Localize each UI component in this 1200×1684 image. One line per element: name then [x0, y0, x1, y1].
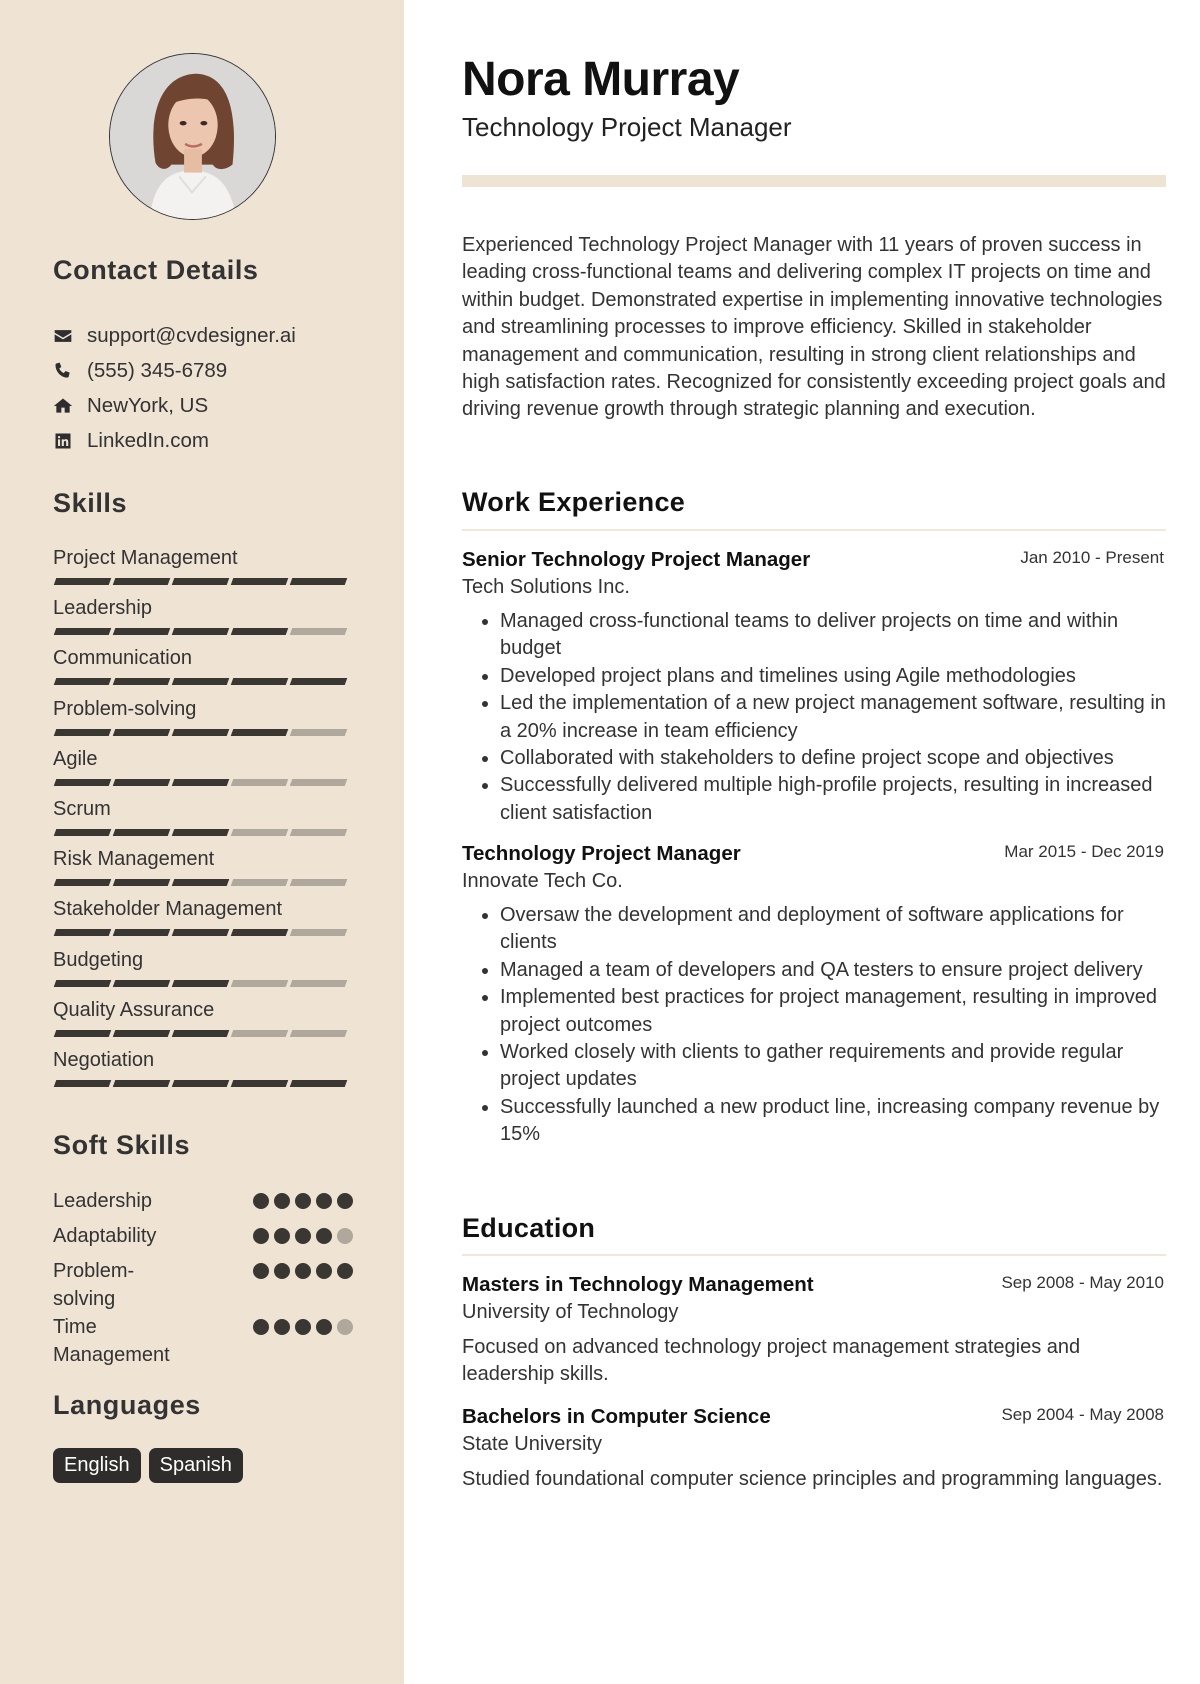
soft-skill-level-dots: [253, 1222, 353, 1244]
phone-icon: [53, 361, 73, 381]
level-dot: [274, 1263, 290, 1279]
level-bar: [172, 879, 230, 886]
soft-skill-item: [53, 1187, 353, 1222]
level-bar: [290, 578, 348, 585]
soft-skill-level-dots: [253, 1257, 353, 1279]
level-dot: [337, 1228, 353, 1244]
skill-level-bars: [53, 1080, 353, 1087]
school-name: State University: [462, 1433, 603, 1455]
level-bar: [172, 779, 230, 786]
level-dot: [337, 1193, 353, 1209]
candidate-title: Technology Project Manager: [462, 112, 792, 142]
soft-skills-list: [53, 1187, 353, 1369]
education-description: Studied foundational computer science principles and programming languages.: [462, 1468, 1163, 1490]
envelope-icon: [53, 326, 73, 346]
job-title: Senior Technology Project Manager: [462, 548, 811, 571]
level-dot: [253, 1263, 269, 1279]
skill-item: [53, 948, 353, 998]
level-bar: [290, 678, 348, 685]
skill-name: Stakeholder Management: [53, 898, 283, 921]
soft-skill-item: [53, 1257, 353, 1313]
level-bar: [54, 729, 112, 736]
contact-linkedin[interactable]: [53, 423, 296, 458]
soft-skill-level-dots: [253, 1187, 353, 1209]
level-dot: [316, 1319, 332, 1335]
skill-level-bars: [53, 1030, 353, 1037]
skill-item: [53, 697, 353, 747]
job-bullet: • Oversaw the development and deployment of software applications for clients: [500, 902, 1166, 957]
level-dot: [316, 1193, 332, 1209]
level-bar: [231, 678, 289, 685]
level-bar: [290, 628, 348, 635]
skill-level-bars: [53, 628, 353, 635]
level-bar: [290, 929, 348, 936]
level-dot: [253, 1193, 269, 1209]
level-bar: [54, 1030, 112, 1037]
work-experience-heading: Work Experience: [462, 487, 686, 517]
level-bar: [290, 779, 348, 786]
education-heading: Education: [462, 1213, 596, 1243]
skill-name: Scrum: [53, 797, 111, 820]
job-dates: Jan 2010 - Present: [1020, 548, 1164, 567]
level-dot: [295, 1193, 311, 1209]
level-bar: [172, 628, 230, 635]
skill-item: [53, 1048, 353, 1098]
level-bar: [172, 829, 230, 836]
work-entry: [462, 841, 1166, 1149]
skill-level-bars: [53, 829, 353, 836]
level-bar: [54, 980, 112, 987]
skill-name: Project Management: [53, 547, 238, 569]
skill-name: Negotiation: [53, 1048, 155, 1071]
job-bullet: • Managed cross-functional teams to deliver projects on time and within budget: [500, 608, 1166, 663]
level-bar: [172, 1030, 230, 1037]
level-dot: [274, 1228, 290, 1244]
school-name: University of Technology: [462, 1301, 679, 1323]
education-dates: Sep 2008 - May 2010: [1001, 1273, 1164, 1292]
skill-item: [53, 847, 353, 897]
job-bullet: • Successfully delivered multiple high-profile projects, resulting in increased client satisfaction: [500, 772, 1166, 827]
language-chip: Spanish: [149, 1448, 243, 1483]
level-bar: [290, 729, 348, 736]
level-bar: [231, 628, 289, 635]
soft-skill-name: Problem-solving: [53, 1260, 135, 1310]
avatar: [109, 53, 276, 220]
candidate-name: Nora Murray: [462, 53, 740, 106]
job-bullets: [462, 608, 1166, 827]
skill-name: Risk Management: [53, 848, 215, 871]
job-bullet: • Collaborated with stakeholders to define project scope and objectives: [500, 745, 1166, 772]
level-dot: [295, 1228, 311, 1244]
skill-item: [53, 747, 353, 797]
contact-linkedin-text: LinkedIn.com: [87, 428, 209, 452]
skill-level-bars: [53, 729, 353, 736]
skill-level-bars: [53, 980, 353, 987]
skills-list: [53, 546, 353, 1098]
level-bar: [54, 829, 112, 836]
level-bar: [231, 929, 289, 936]
company-name: Innovate Tech Co.: [462, 870, 623, 892]
soft-skill-name: Time Management: [53, 1316, 170, 1366]
skill-item: [53, 897, 353, 947]
skill-item: [53, 998, 353, 1048]
skill-item: [53, 797, 353, 847]
skill-name: Quality Assurance: [53, 998, 215, 1021]
skill-name: Problem-solving: [53, 697, 197, 720]
section-divider: [462, 529, 1166, 531]
job-bullet: • Successfully launched a new product line, increasing company revenue by 15%: [500, 1094, 1166, 1149]
level-bar: [113, 578, 171, 585]
job-title: Technology Project Manager: [462, 842, 741, 865]
level-bar: [54, 1080, 112, 1087]
level-dot: [316, 1263, 332, 1279]
level-bar: [290, 1080, 348, 1087]
level-bar: [290, 980, 348, 987]
contact-heading: Contact Details: [53, 255, 259, 285]
level-bar: [231, 1080, 289, 1087]
contact-location-text: NewYork, US: [87, 393, 209, 417]
level-bar: [172, 678, 230, 685]
skill-item: [53, 646, 353, 696]
level-bar: [113, 929, 171, 936]
home-icon: [53, 396, 73, 416]
job-bullet: • Managed a team of developers and QA testers to ensure project delivery: [500, 957, 1166, 984]
level-bar: [172, 980, 230, 987]
level-bar: [113, 628, 171, 635]
contact-email[interactable]: [53, 318, 296, 353]
linkedin-icon: [53, 431, 73, 451]
header-divider: [462, 175, 1166, 187]
skill-item: [53, 546, 353, 596]
level-bar: [231, 729, 289, 736]
soft-skills-heading: Soft Skills: [53, 1130, 191, 1160]
level-bar: [54, 578, 112, 585]
level-bar: [172, 929, 230, 936]
job-dates: Mar 2015 - Dec 2019: [1004, 842, 1164, 861]
contact-location: [53, 388, 296, 423]
level-bar: [54, 628, 112, 635]
level-bar: [231, 1030, 289, 1037]
soft-skill-name: Leadership: [53, 1190, 152, 1212]
level-bar: [231, 879, 289, 886]
skill-name: Leadership: [53, 597, 152, 620]
skill-name: Agile: [53, 747, 98, 770]
contact-list: [53, 318, 296, 458]
level-bar: [290, 879, 348, 886]
education-dates: Sep 2004 - May 2008: [1001, 1405, 1164, 1424]
contact-phone[interactable]: [53, 353, 296, 388]
skill-name: Budgeting: [53, 948, 144, 971]
education-entry: [462, 1272, 1166, 1389]
profile-summary: Experienced Technology Project Manager with 11 years of proven success in leading cross-functional teams and delivering complex IT projects on time and within budget. Demonstrated expertise in implementing innovative technologies and streamlining processes to improve efficiency. Skilled in stakeholder management and communication, resulting in strong client relationships and high satisfaction rates. Recognized for consistently exceeding project goals and driving revenue growth through strategic planning and execution.: [462, 234, 1166, 421]
level-bar: [172, 1080, 230, 1087]
education-description: Focused on advanced technology project management strategies and leadership skills.: [462, 1336, 1081, 1386]
level-bar: [113, 678, 171, 685]
level-bar: [231, 829, 289, 836]
level-bar: [54, 929, 112, 936]
level-dot: [274, 1319, 290, 1335]
level-bar: [113, 879, 171, 886]
degree-title: Bachelors in Computer Science: [462, 1405, 771, 1428]
level-bar: [113, 829, 171, 836]
level-bar: [54, 678, 112, 685]
section-divider: [462, 1254, 1166, 1256]
soft-skill-level-dots: [253, 1313, 353, 1335]
level-bar: [54, 879, 112, 886]
contact-phone-text: (555) 345-6789: [87, 358, 228, 382]
job-bullets: [462, 902, 1166, 1149]
skill-level-bars: [53, 879, 353, 886]
level-bar: [172, 729, 230, 736]
job-bullet: • Implemented best practices for project management, resulting in improved project outcomes: [500, 984, 1166, 1039]
level-bar: [113, 779, 171, 786]
level-bar: [113, 729, 171, 736]
profile-photo: [110, 54, 275, 219]
level-dot: [337, 1263, 353, 1279]
languages-heading: Languages: [53, 1390, 201, 1420]
soft-skill-name: Adaptability: [53, 1225, 157, 1247]
skills-heading: Skills: [53, 488, 128, 518]
skill-level-bars: [53, 678, 353, 685]
level-bar: [113, 1030, 171, 1037]
skill-level-bars: [53, 779, 353, 786]
level-dot: [316, 1228, 332, 1244]
level-bar: [172, 578, 230, 585]
level-dot: [253, 1319, 269, 1335]
level-bar: [290, 829, 348, 836]
level-bar: [113, 1080, 171, 1087]
language-chip: English: [53, 1448, 141, 1483]
level-dot: [295, 1319, 311, 1335]
job-bullet: • Worked closely with clients to gather requirements and provide regular project updates: [500, 1039, 1166, 1094]
degree-title: Masters in Technology Management: [462, 1273, 814, 1296]
level-bar: [231, 779, 289, 786]
level-dot: [253, 1228, 269, 1244]
company-name: Tech Solutions Inc.: [462, 576, 630, 598]
education-entry: [462, 1404, 1166, 1493]
soft-skill-item: [53, 1222, 353, 1257]
level-dot: [274, 1193, 290, 1209]
level-bar: [290, 1030, 348, 1037]
level-dot: [337, 1319, 353, 1335]
level-dot: [295, 1263, 311, 1279]
sidebar: [0, 0, 404, 1684]
skill-item: [53, 596, 353, 646]
skill-level-bars: [53, 578, 353, 585]
soft-skill-item: [53, 1313, 353, 1369]
level-bar: [113, 980, 171, 987]
level-bar: [231, 980, 289, 987]
level-bar: [231, 578, 289, 585]
contact-email-text: support@cvdesigner.ai: [87, 323, 296, 347]
job-bullet: • Developed project plans and timelines using Agile methodologies: [500, 663, 1166, 690]
job-bullet: • Led the implementation of a new project management software, resulting in a 20% increase in team efficiency: [500, 690, 1166, 745]
skill-name: Communication: [53, 647, 192, 670]
level-bar: [54, 779, 112, 786]
work-entry: [462, 547, 1166, 827]
languages-list: [53, 1448, 243, 1483]
skill-level-bars: [53, 929, 353, 936]
